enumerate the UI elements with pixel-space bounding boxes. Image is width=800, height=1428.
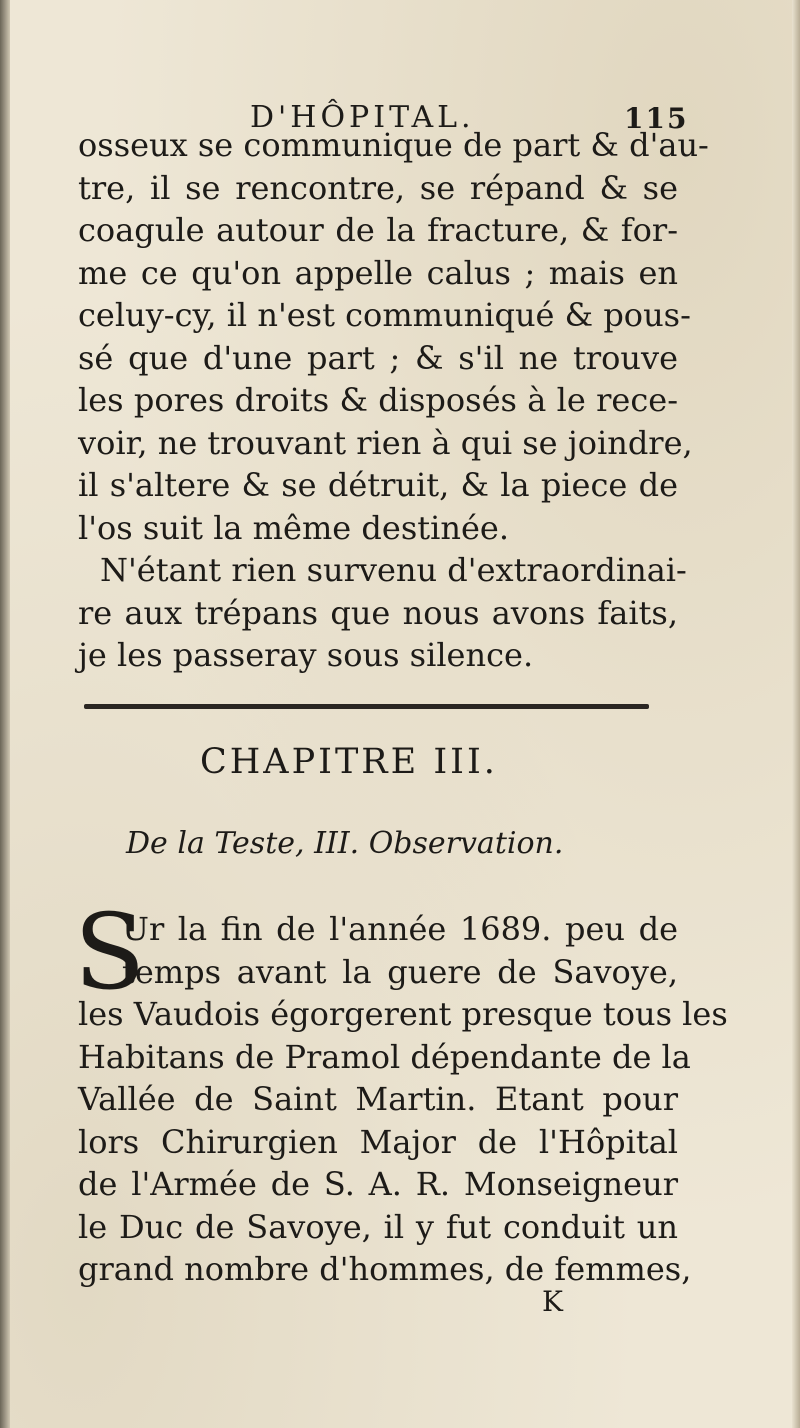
- text-line: me ce qu'on appelle calus ; mais en: [78, 253, 678, 292]
- text-line: de l'Armée de S. A. R. Monseigneur: [78, 1165, 678, 1203]
- chapter-subtitle: De la Teste, III. Observation.: [126, 826, 564, 861]
- text-line: lors Chirurgien Major de l'Hôpital: [78, 1122, 678, 1161]
- text-line: coagule autour de la fracture, & for-: [78, 211, 678, 249]
- text-line: je les passeray sous silence.: [78, 636, 534, 674]
- text-line: osseux se communique de part & d'au-: [78, 126, 709, 164]
- paragraph-continued: [78, 124, 709, 549]
- text-line: l'os suit la même destinée.: [78, 508, 509, 547]
- section-divider-rule: [84, 704, 649, 709]
- text-line: sé que d'une part ; & s'il ne trouve: [78, 338, 678, 377]
- page-outer-edge: [792, 0, 800, 1428]
- text-line: N'étant rien survenu d'extraordinai-: [100, 551, 687, 589]
- paragraph-trepans: [78, 549, 687, 677]
- text-line: re aux trépans que nous avons faits,: [78, 593, 678, 632]
- text-line: le Duc de Savoye, il y fut conduit un: [78, 1207, 678, 1246]
- text-line: voir, ne trouvant rien à qui se joindre,: [78, 423, 693, 462]
- paragraph-observation-start: [122, 908, 678, 993]
- running-head: D'HÔPITAL.: [250, 100, 475, 135]
- text-line: grand nombre d'hommes, de femmes,: [78, 1250, 692, 1288]
- chapter-title: CHAPITRE III.: [200, 742, 498, 782]
- text-line: celuy-cy, il n'est communiqué & pous-: [78, 296, 691, 334]
- text-line: Habitans de Pramol dépendante de la: [78, 1037, 691, 1076]
- text-line: Ur la fin de l'année 1689. peu de: [122, 910, 678, 948]
- text-line: il s'altere & se détruit, & la piece de: [78, 466, 678, 504]
- text-line: Vallée de Saint Martin. Etant pour: [78, 1080, 678, 1118]
- text-line: temps avant la guere de Savoye,: [122, 952, 678, 991]
- paragraph-observation: [78, 993, 728, 1291]
- text-line: tre, il se rencontre, se répand & se: [78, 168, 678, 207]
- drop-cap: S: [74, 891, 146, 1013]
- text-line: les Vaudois égorgerent presque tous les: [78, 995, 728, 1033]
- catchword-signature: K: [542, 1285, 563, 1318]
- page-binding-edge: [0, 0, 10, 1428]
- text-line: les pores droits & disposés à le rece-: [78, 381, 678, 419]
- page-number: 115: [624, 102, 689, 135]
